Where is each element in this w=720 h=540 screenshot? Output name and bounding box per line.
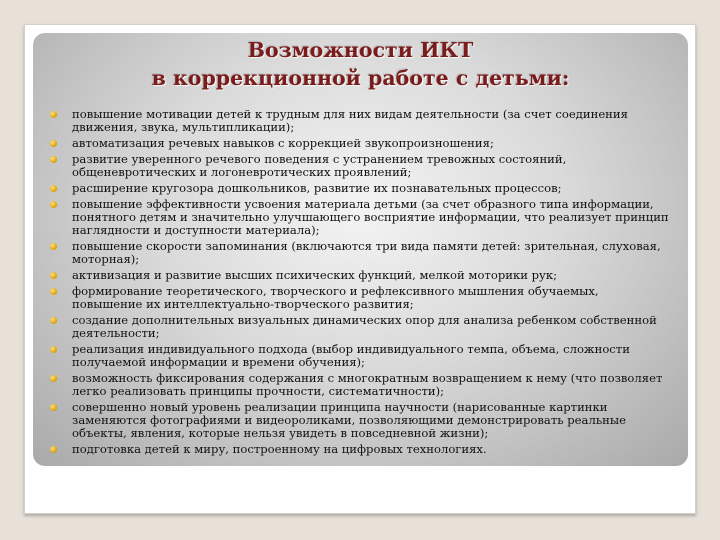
list-item-text: создание дополнительных визуальных динамических опор для анализа ребенком собственной деятельности; xyxy=(72,312,657,340)
list-item-text: расширение кругозора дошкольников, развитие их познавательных процессов; xyxy=(72,180,562,195)
list-item xyxy=(50,153,670,179)
bullet-icon xyxy=(50,446,57,453)
list-item-text: повышение эффективности усвоения материала детьми (за счет образного типа информации, понятного детям и значительно улучшающего восприятие информации, что реализует принцип наглядности и доступности материала); xyxy=(72,196,669,237)
list-item xyxy=(50,285,670,311)
list-item xyxy=(50,372,670,398)
bullet-icon xyxy=(50,185,57,192)
list-item-text: реализация индивидуального подхода (выбор индивидуального темпа, объема, сложности получаемой информации и времени обучения); xyxy=(72,341,630,369)
bullet-icon xyxy=(50,243,57,250)
list-item-text: активизация и развитие высших психических функций, мелкой моторики рук; xyxy=(72,267,558,282)
list-item-text: развитие уверенного речевого поведения с устранением тревожных состояний, общеневротических и логоневротических проявлений; xyxy=(72,151,567,179)
title-line-1: Возможности ИКТ xyxy=(247,38,474,62)
list-item-text: возможность фиксирования содержания с многократным возвращением к нему (что позволяет легко реализовать принципы прочности, систематичности); xyxy=(72,370,663,398)
list-item-text: подготовка детей к миру, построенному на цифровых технологиях. xyxy=(72,441,487,456)
list-item xyxy=(50,182,670,195)
list-item-text: автоматизация речевых навыков с коррекцией звукопроизношения; xyxy=(72,136,494,150)
list-item xyxy=(50,240,670,266)
list-item xyxy=(50,137,670,150)
bullet-icon xyxy=(50,156,57,163)
list-item xyxy=(50,198,670,238)
list-item-text: повышение скорости запоминания (включаются три вида памяти детей: зрительная, слуховая, моторная); xyxy=(72,238,661,266)
list-item xyxy=(50,343,670,369)
title-line-2: в коррекционной работе с детьми: xyxy=(151,66,570,90)
list-item xyxy=(50,401,670,441)
bullet-icon xyxy=(50,272,57,279)
list-item xyxy=(50,443,670,456)
list-item xyxy=(50,314,670,340)
list-item xyxy=(50,108,670,134)
bullet-icon xyxy=(50,317,57,324)
bullet-icon xyxy=(50,111,57,118)
bullet-icon xyxy=(50,140,57,147)
bullet-icon xyxy=(50,404,57,411)
list-item-text: формирование теоретического, творческого и рефлексивного мышления обучаемых, повышение их интеллектуально-творческого развития; xyxy=(72,283,599,311)
list-item xyxy=(50,269,670,282)
slide-title xyxy=(33,36,688,92)
list-item-text: совершенно новый уровень реализации принципа научности (нарисованные картинки заменяются фотографиями и видеороликами, позволяющими демонстрировать реальные объекты, явления, которые нельзя увидеть в повседневной жизни); xyxy=(72,399,626,440)
bullet-icon xyxy=(50,346,57,353)
list-item-text: повышение мотивации детей к трудным для них видам деятельности (за счет соединения движения, звука, мультипликации); xyxy=(72,107,628,135)
bullet-icon xyxy=(50,375,57,382)
bullet-icon xyxy=(50,201,57,208)
bullet-icon xyxy=(50,288,57,295)
bullet-list xyxy=(50,108,670,459)
